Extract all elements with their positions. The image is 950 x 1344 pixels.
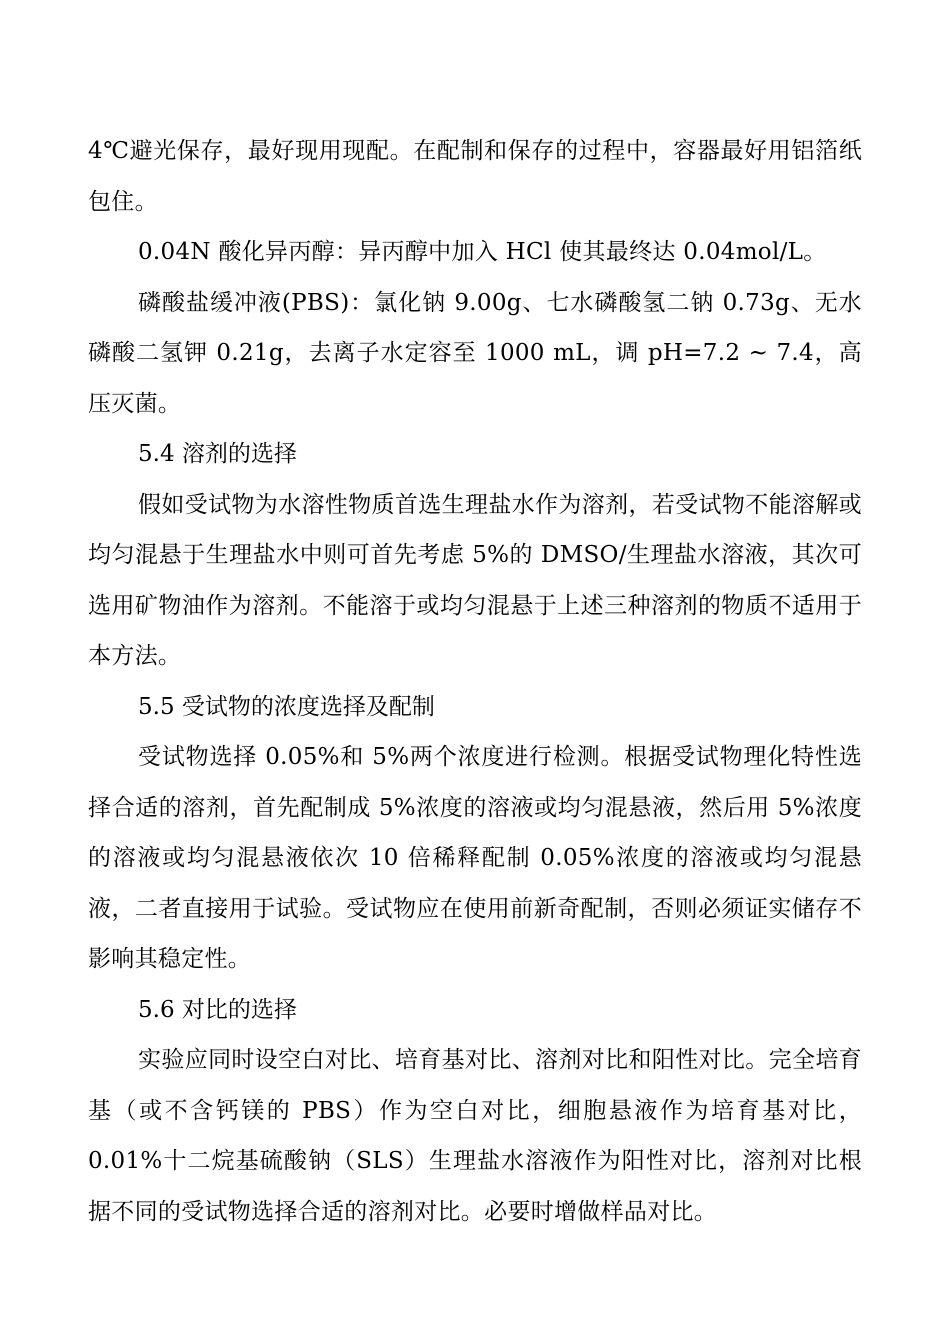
paragraph-storage-note: 4℃避光保存，最好现用现配。在配制和保存的过程中，容器最好用铝箔纸包住。 <box>88 138 862 215</box>
section-heading-5-4: 5.4 溶剂的选择 <box>138 441 297 467</box>
paragraph-pbs-buffer: 磷酸盐缓冲液(PBS)：氯化钠 9.00g、七水磷酸氢二钠 0.73g、无水磷酸二氢钾 0.21g，去离子水定容至 1000 mL，调 pH=7.2 ~ 7.4，高压灭菌。 <box>88 289 862 417</box>
paragraph-solvent-selection: 假如受试物为水溶性物质首选生理盐水作为溶剂，若受试物不能溶解或均匀混悬于生理盐水中则可首先考虑 5%的 DMSO/生理盐水溶液，其次可选用矿物油作为溶剂。不能溶于或均匀混悬于上述三种溶剂的物质不适用于本方法。 <box>88 491 862 669</box>
section-heading-5-5: 5.5 受试物的浓度选择及配制 <box>138 693 435 720</box>
paragraph-control-selection: 实验应同时设空白对比、培育基对比、溶剂对比和阳性对比。完全培育基（或不含钙镁的 PBS）作为空白对比，细胞悬液作为培育基对比，0.01%十二烷基硫酸钠（SLS）生理盐水溶液作为阳性对比，溶剂对比根据不同的受试物选择合适的溶剂对比。必要时增做样品对比。 <box>88 1047 862 1225</box>
section-heading-5-6: 5.6 对比的选择 <box>138 996 297 1023</box>
document-page <box>88 126 862 1237</box>
paragraph-acid-isopropanol: 0.04N 酸化异丙醇：异丙醇中加入 HCl 使其最终达 0.04mol/L。 <box>138 239 827 265</box>
paragraph-concentration-preparation: 受试物选择 0.05%和 5%两个浓度进行检测。根据受试物理化特性选择合适的溶剂，首先配制成 5%浓度的溶液或均匀混悬液，然后用 5%浓度的溶液或均匀混悬液依次 10 倍稀释配制 0.05%浓度的溶液或均匀混悬液，二者直接用于试验。受试物应在使用前新奇配制，否则必须证实储存不影响其稳定性。 <box>88 744 862 972</box>
